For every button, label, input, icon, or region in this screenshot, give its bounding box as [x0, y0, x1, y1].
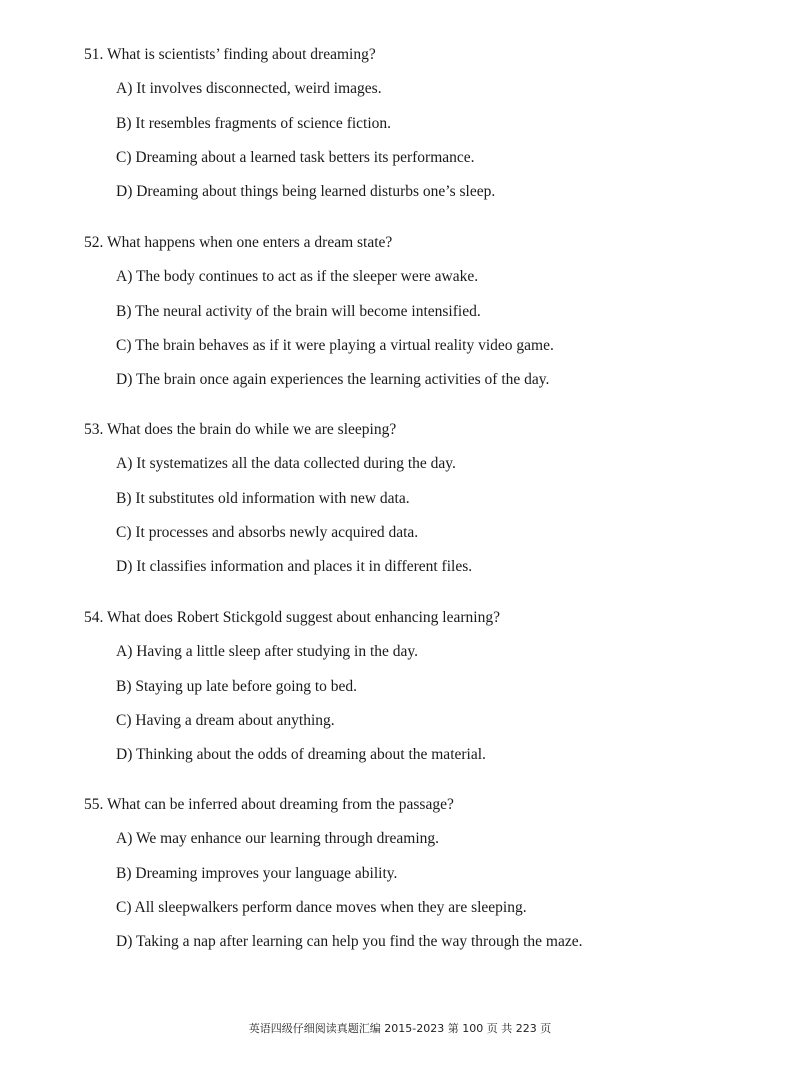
option-d: D) Thinking about the odds of dreaming about the material. [116, 746, 486, 764]
question-stem: 53. What does the brain do while we are sleeping? [84, 421, 397, 438]
question-51 [84, 45, 764, 202]
option-b: B) The neural activity of the brain will become intensified. [116, 302, 481, 320]
option-d: D) It classifies information and places it in different files. [116, 558, 473, 576]
option-c: C) Dreaming about a learned task betters its performance. [116, 148, 475, 166]
option-d: D) The brain once again experiences the learning activities of the day. [116, 371, 550, 389]
option-a: A) We may enhance our learning through dreaming. [116, 830, 439, 848]
question-53 [84, 420, 764, 577]
page-footer: 英语四级仔细阅读真题汇编 2015-2023 第 100 页 共 223 页 [248, 1022, 552, 1035]
option-d: D) Taking a nap after learning can help you find the way through the maze. [116, 933, 583, 951]
option-a: A) Having a little sleep after studying in the day. [116, 643, 419, 661]
option-b: B) It substitutes old information with new data. [116, 489, 410, 507]
question-52 [84, 233, 764, 390]
question-54 [84, 608, 764, 765]
option-c: C) Having a dream about anything. [116, 711, 335, 729]
question-stem: 54. What does Robert Stickgold suggest about enhancing learning? [84, 609, 500, 626]
question-55 [84, 795, 764, 952]
option-c: C) It processes and absorbs newly acquired data. [116, 523, 419, 541]
option-b: B) Staying up late before going to bed. [116, 677, 358, 695]
option-a: A) The body continues to act as if the sleeper were awake. [116, 268, 479, 286]
option-d: D) Dreaming about things being learned disturbs one’s sleep. [116, 183, 496, 201]
question-stem: 52. What happens when one enters a dream state? [84, 234, 393, 251]
option-c: C) The brain behaves as if it were playing a virtual reality video game. [116, 336, 554, 354]
option-b: B) Dreaming improves your language ability. [116, 864, 398, 882]
option-a: A) It involves disconnected, weird images. [116, 80, 382, 98]
option-c: C) All sleepwalkers perform dance moves when they are sleeping. [116, 898, 527, 916]
option-b: B) It resembles fragments of science fiction. [116, 114, 392, 132]
option-a: A) It systematizes all the data collected during the day. [116, 455, 456, 473]
question-stem: 55. What can be inferred about dreaming from the passage? [84, 796, 454, 813]
question-stem: 51. What is scientists’ finding about dreaming? [84, 46, 376, 63]
